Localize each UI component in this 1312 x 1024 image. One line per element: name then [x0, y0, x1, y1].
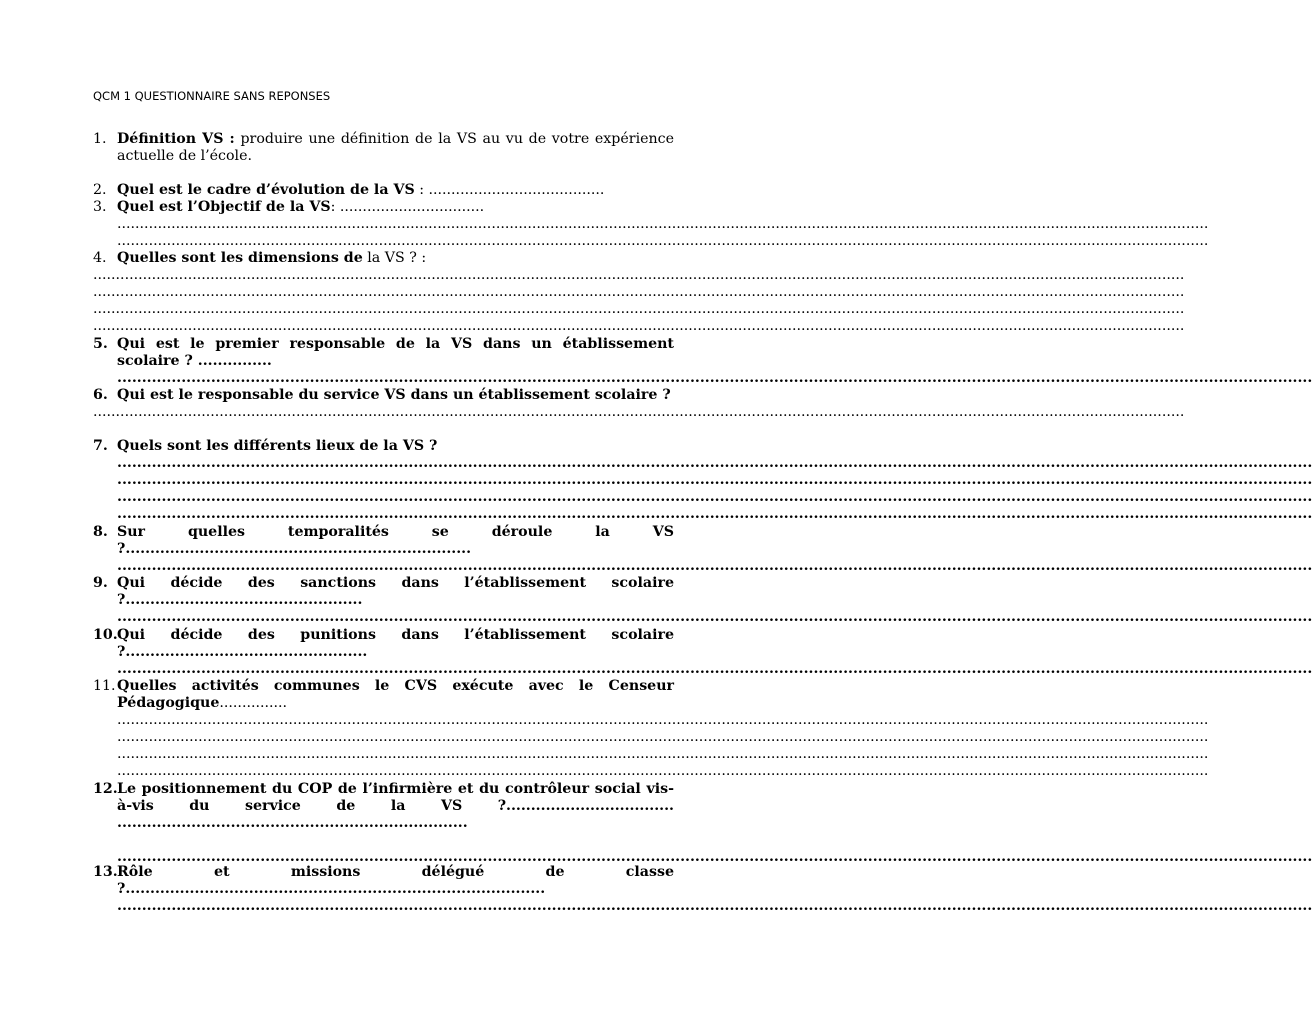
question-10: [93, 627, 1312, 678]
question-text: Qui est le responsable du service VS dans un établissement scolaire ?: [117, 387, 671, 403]
answer-line: ..................................................................................................................................................................................................................................................: [117, 233, 1209, 250]
question-number: 6.: [93, 387, 108, 403]
question-text: Sur quelles temporalités se déroule la VS ?......................................................................: [117, 524, 674, 558]
answer-line: ..................................................................................................................................................................................................................................................: [117, 729, 1209, 746]
question-11: [93, 678, 1209, 781]
answer-line: ..................................................................................................................................................................................................................................................: [117, 609, 1312, 626]
answer-line: ..................................................................................................................................................................................................................................................: [117, 472, 1312, 489]
question-6: [93, 387, 1185, 421]
question-number: 5.: [93, 336, 108, 352]
question-12: [93, 781, 1312, 866]
question-number: 12.: [93, 781, 118, 797]
question-number: 3.: [93, 199, 107, 215]
question-lead: Quel est l’Objectif de la VS: [117, 199, 331, 215]
question-number: 9.: [93, 575, 108, 591]
answer-line: ..................................................................................................................................................................................................................................................: [117, 216, 1209, 233]
question-number: 10.: [93, 627, 118, 643]
question-number: 11.: [93, 678, 116, 694]
question-number: 13.: [93, 864, 118, 880]
answer-line: ..................................................................................................................................................................................................................................................: [117, 763, 1209, 780]
question-text: Rôle et missions délégué de classe ?.....................................................................................: [117, 864, 674, 898]
answer-line: ..................................................................................................................................................................................................................................................: [117, 455, 1312, 472]
answer-line: ..................................................................................................................................................................................................................................................: [93, 318, 1185, 335]
question-text: produire une définition de la VS au vu de votre expérience actuelle de l’école.: [117, 131, 674, 165]
answer-line: ..................................................................................................................................................................................................................................................: [93, 404, 1185, 421]
question-text: Qui décide des sanctions dans l’établissement scolaire ?................................................: [117, 575, 674, 609]
question-2: [93, 182, 674, 199]
answer-line: ..................................................................................................................................................................................................................................................: [117, 489, 1312, 506]
question-text: : .......................................: [414, 182, 605, 198]
answer-line: ..................................................................................................................................................................................................................................................: [117, 661, 1312, 678]
question-number: 8.: [93, 524, 108, 540]
question-text: la VS ? :: [362, 250, 427, 266]
answer-line: ..................................................................................................................................................................................................................................................: [117, 370, 1312, 387]
question-text: Qui décide des punitions dans l’établissement scolaire ?.................................................: [117, 627, 674, 661]
question-text: ...............: [219, 695, 288, 712]
question-number: 7.: [93, 438, 108, 454]
question-8: [93, 524, 1312, 575]
answer-line: ..................................................................................................................................................................................................................................................: [117, 506, 1312, 523]
answer-line: ..................................................................................................................................................................................................................................................: [117, 746, 1209, 763]
question-lead: Quel est le cadre d’évolution de la VS: [117, 182, 415, 198]
question-5: [93, 336, 1312, 387]
question-7: [93, 438, 1312, 523]
question-text: Qui est le premier responsable de la VS dans un établissement scolaire ? ...............: [117, 336, 674, 370]
question-13: [93, 864, 1312, 915]
answer-line: ..................................................................................................................................................................................................................................................: [117, 849, 1312, 866]
question-9: [93, 575, 1312, 626]
answer-line: ..................................................................................................................................................................................................................................................: [117, 558, 1312, 575]
answer-line: ..................................................................................................................................................................................................................................................: [93, 284, 1185, 301]
question-lead: Définition VS :: [117, 131, 235, 147]
question-lead: Quelles sont les dimensions de: [117, 250, 363, 266]
question-number: 1.: [93, 131, 107, 147]
question-1: [93, 131, 674, 165]
answer-line: ..................................................................................................................................................................................................................................................: [93, 267, 1185, 284]
question-text: : ................................: [330, 199, 485, 215]
answer-line: ..................................................................................................................................................................................................................................................: [117, 898, 1312, 915]
question-lead: Quelles activités communes le CVS exécute avec le Censeur Pédagogique: [117, 678, 674, 712]
question-number: 2.: [93, 182, 107, 198]
question-number: 4.: [93, 250, 107, 266]
question-text: Quels sont les différents lieux de la VS ?: [117, 438, 438, 454]
question-3: [93, 199, 1209, 250]
answer-line: ..................................................................................................................................................................................................................................................: [117, 712, 1209, 729]
page-title: QCM 1 QUESTIONNAIRE SANS REPONSES: [93, 89, 331, 103]
question-4: [93, 250, 1185, 335]
answer-line: ..................................................................................................................................................................................................................................................: [93, 301, 1185, 318]
question-text: Le positionnement du COP de l’infirmière et du contrôleur social vis-à-vis du service de la VS ?.................................. .......................................................................: [117, 781, 674, 832]
